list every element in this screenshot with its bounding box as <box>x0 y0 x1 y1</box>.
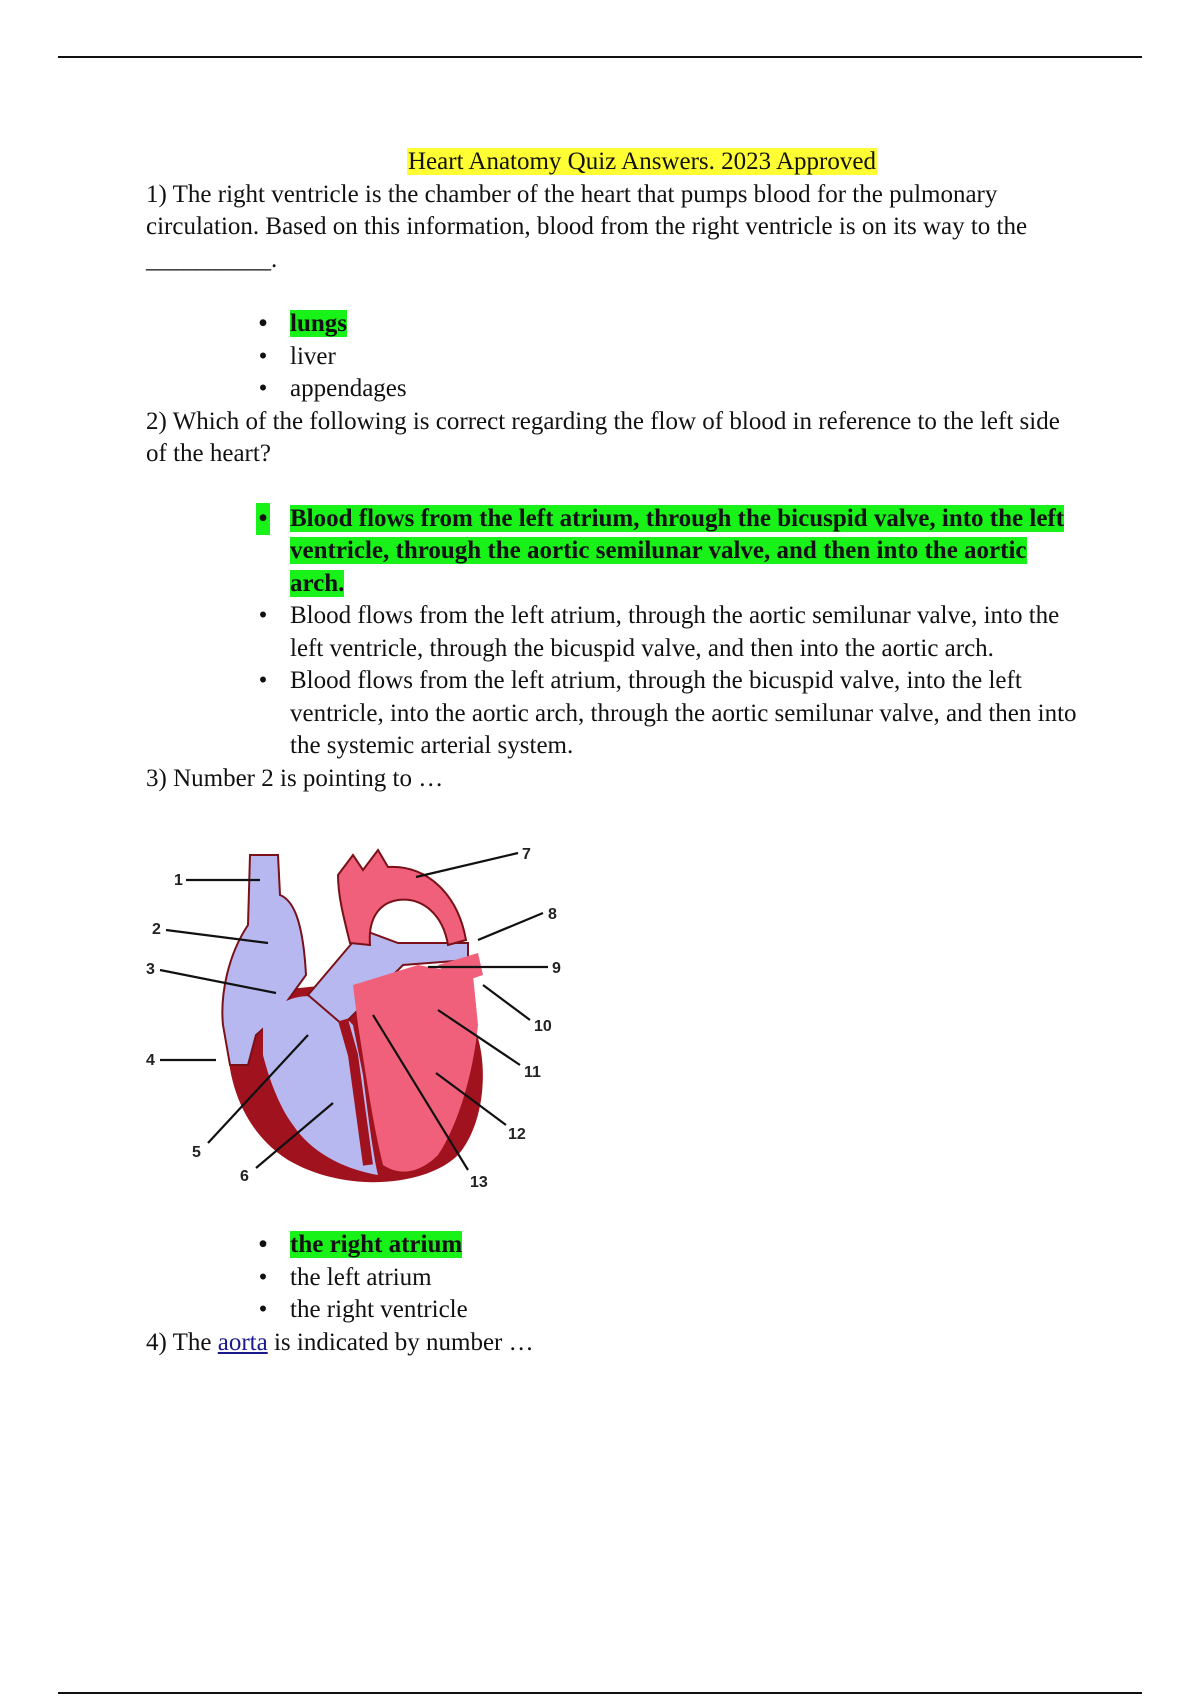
question-2-options <box>146 503 1086 763</box>
question-4-suffix: is indicated by number … <box>267 1328 534 1356</box>
bullet-icon: • <box>258 667 268 694</box>
diagram-label-11: 11 <box>524 1064 541 1081</box>
option-label: liver <box>290 342 336 370</box>
answer-option <box>254 665 1086 763</box>
option-label: lungs <box>290 310 347 337</box>
diagram-label-4: 4 <box>146 1052 155 1069</box>
diagram-label-5: 5 <box>192 1144 201 1161</box>
diagram-label-1: 1 <box>174 872 183 889</box>
answer-option-correct <box>254 503 1086 601</box>
bullet-icon: • <box>258 1263 268 1291</box>
question-4-text <box>146 1327 1086 1360</box>
diagram-label-7: 7 <box>522 846 531 863</box>
question-4-prefix: 4) The <box>146 1328 218 1356</box>
bullet-icon: • <box>256 503 270 536</box>
diagram-label-12: 12 <box>508 1126 526 1143</box>
question-3-options <box>146 1229 1086 1327</box>
bullet-icon: • <box>258 602 268 629</box>
answer-option <box>254 341 1086 374</box>
aortic-arch <box>338 850 466 945</box>
question-2-text: 2) Which of the following is correct regarding the flow of blood in reference to the left side of the heart? <box>146 407 1060 467</box>
bullet-icon: • <box>258 375 268 402</box>
top-rule <box>58 56 1142 58</box>
option-label: Blood flows from the left atrium, through the bicuspid valve, into the left ventricle, into the aortic arch, through the aortic semilunar valve, and then into the systemic arterial system. <box>290 667 1077 759</box>
bullet-icon: • <box>258 1296 268 1323</box>
bullet-icon: • <box>258 310 268 337</box>
question-1-text: 1) The right ventricle is the chamber of the heart that pumps blood for the pulmonary circulation. Based on this information, blood from the right ventricle is on its way to the __________. <box>146 180 1028 273</box>
question-1-options <box>146 308 1086 406</box>
diagram-label-10: 10 <box>534 1018 552 1035</box>
diagram-label-8: 8 <box>548 906 557 923</box>
title-line <box>198 146 1086 179</box>
heart-diagram-svg <box>138 825 608 1225</box>
answer-option <box>254 1294 1086 1327</box>
option-label: the right ventricle <box>290 1296 468 1323</box>
page-title: Heart Anatomy Quiz Answers. 2023 Approved <box>408 148 876 175</box>
option-label: the left atrium <box>290 1263 432 1291</box>
option-label: Blood flows from the left atrium, through the bicuspid valve, into the left ventricle, through the aortic semilunar valve, and then into the aortic arch. <box>290 504 1065 597</box>
bullet-icon: • <box>258 342 268 370</box>
option-label: appendages <box>290 375 407 402</box>
diagram-label-6: 6 <box>240 1168 249 1185</box>
diagram-label-3: 3 <box>146 961 155 978</box>
diagram-label-13: 13 <box>470 1174 488 1191</box>
answer-option <box>254 1262 1086 1295</box>
question-3-text: 3) Number 2 is pointing to … <box>146 764 444 792</box>
document-body <box>146 146 1086 1359</box>
bottom-rule <box>58 1692 1142 1694</box>
answer-option <box>254 373 1086 406</box>
answer-option-correct <box>254 1229 1086 1262</box>
answer-option <box>254 600 1086 665</box>
option-label: the right atrium <box>290 1231 463 1258</box>
heart-diagram <box>138 825 608 1225</box>
answer-option-correct <box>254 308 1086 341</box>
option-label: Blood flows from the left atrium, through the aortic semilunar valve, into the left ventricle, through the bicuspid valve, and then into the aortic arch. <box>290 602 1060 662</box>
diagram-label-9: 9 <box>552 960 561 977</box>
diagram-label-2: 2 <box>152 921 161 938</box>
bullet-icon: • <box>258 1231 268 1258</box>
aorta-link[interactable]: aorta <box>217 1328 268 1356</box>
